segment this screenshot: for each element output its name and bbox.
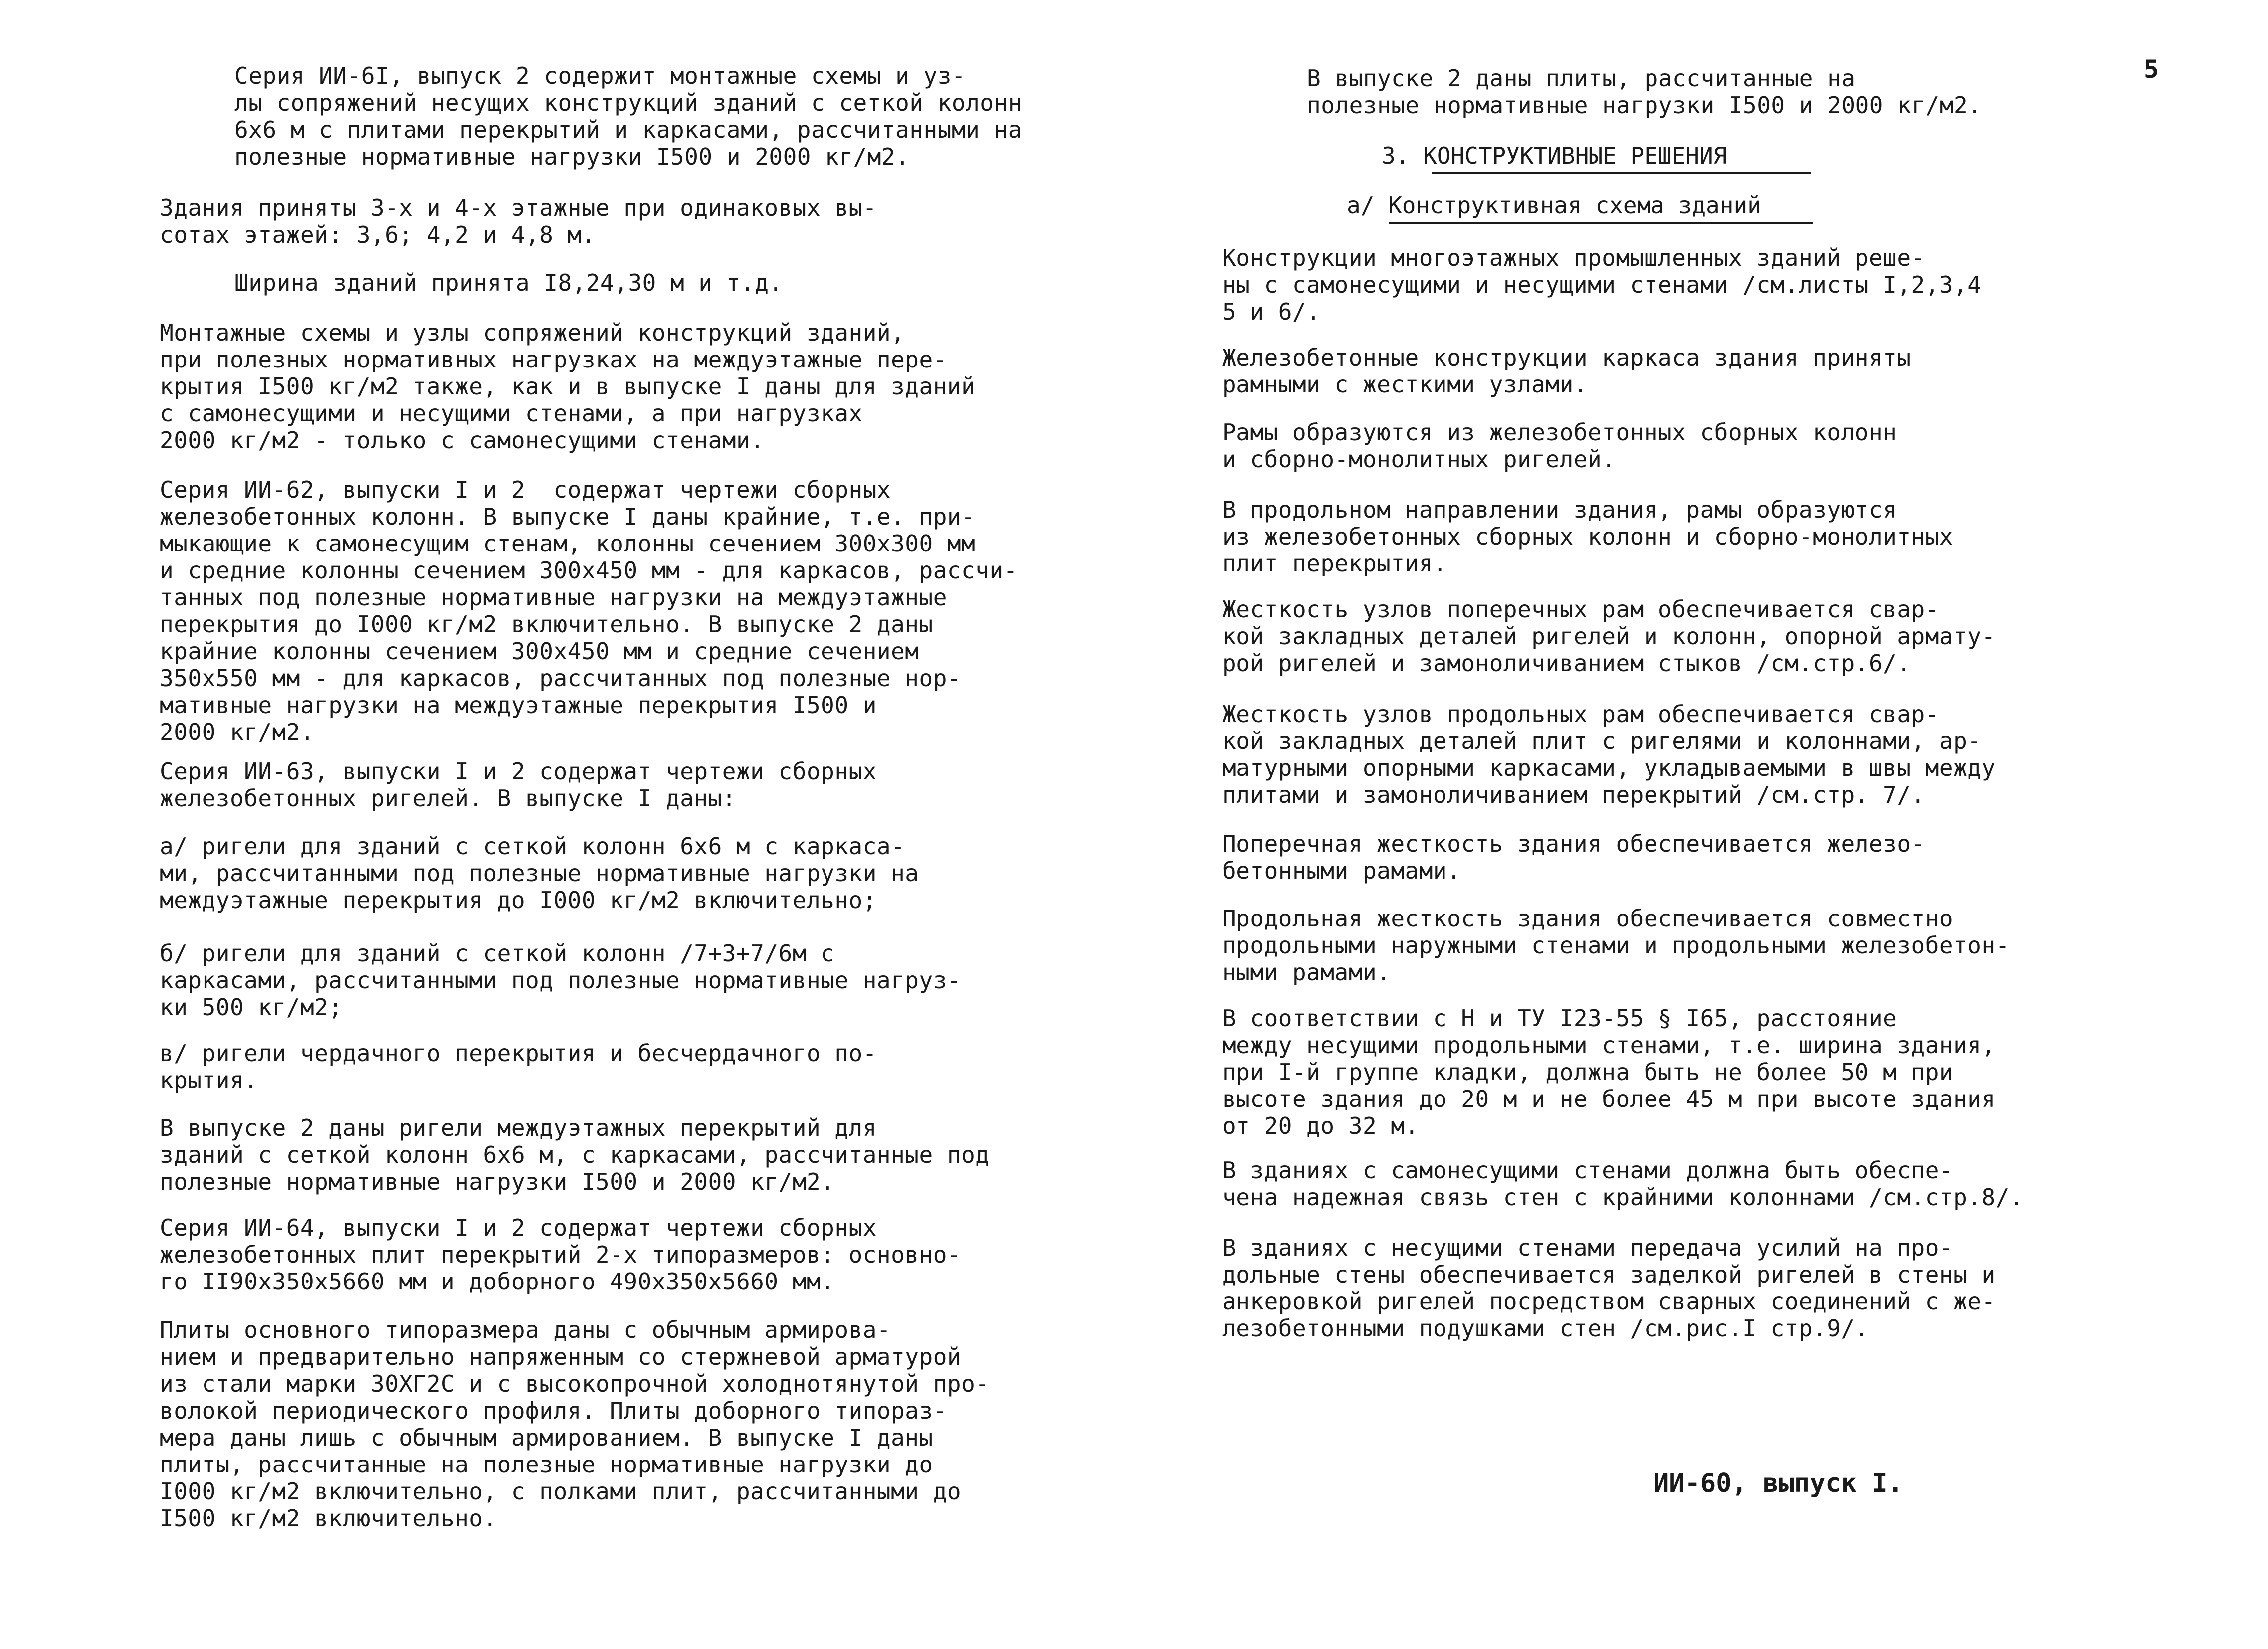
paragraph-longitudinal-stiffness: Продольная жесткость здания обеспечивается совместно продольными наружными стенами и продольными железобетон- ными рамами. — [1222, 905, 2010, 986]
paragraph-series-62: Серия ИИ-62, выпуски I и 2 содержат чертежи сборных железобетонных колонн. В выпуске I даны крайние, т.е. при- мыкающие к самонесущим стенам, колонны сечением 300х300 мм и средние колонны сечением 300х450 мм - для каркасов, рассчи- танных под полезные нормативные нагрузки на междуэтажные перекрытия до I000 кг/м2 включительно. В выпуске 2 даны крайние колонны сечением 300х450 мм и средние сечением 350х550 мм - для каркасов, рассчитанных под полезные нор- мативные нагрузки на междуэтажные перекрытия I500 и 2000 кг/м2. — [160, 476, 1018, 745]
paragraph-series-63: Серия ИИ-63, выпуски I и 2 содержат чертежи сборных железобетонных ригелей. В выпуске I даны: — [160, 758, 877, 812]
paragraph-longitudinal-direction: В продольном направлении здания, рамы образуются из железобетонных сборных колонн и сборно-монолитных плит перекрытия. — [1222, 496, 1954, 577]
section-heading-underline — [1432, 172, 1811, 174]
subsection-heading: а/ Конструктивная схема зданий — [1347, 192, 1761, 219]
paragraph-item-v: в/ ригели чердачного перекрытия и бесчердачного по- крытия. — [160, 1040, 877, 1094]
paragraph-bearing-walls: В зданиях с несущими стенами передача усилий на про- дольные стены обеспечивается заделкой ригелей в стены и анкеровкой ригелей посредством сварных соединений с же- лезобетонными подушками стен /см.рис.I стр.9/. — [1222, 1234, 1996, 1342]
paragraph-norms: В соответствии с Н и ТУ I23-55 § I65, расстояние между несущими продольными стенами, т.е. ширина здания, при I-й группе кладки, должна быть не более 50 м при высоте здания до 20 м и не более 45 м при высоте здания от 20 до 32 м. — [1222, 1005, 1996, 1139]
paragraph-longitudinal-joints: Жесткость узлов продольных рам обеспечивается свар- кой закладных деталей плит с ригелями и колоннами, ар- матурными опорными каркасами, укладываемыми в швы между плитами и замоноличиванием перекрытий /см.стр. 7/. — [1222, 701, 1996, 808]
paragraph-width: Ширина зданий принята I8,24,30 м и т.д. — [234, 269, 783, 296]
paragraph-storeys: Здания приняты 3-х и 4-х этажные при одинаковых вы- сотах этажей: 3,6; 4,2 и 4,8 м. — [160, 194, 877, 248]
paragraph-issue-2-girders: В выпуске 2 даны ригели междуэтажных перекрытий для зданий с сеткой колонн 6х6 м, с каркасами, рассчитанные под полезные нормативные нагрузки I500 и 2000 кг/м2. — [160, 1114, 990, 1195]
paragraph-item-a: а/ ригели для зданий с сеткой колонн 6х6 м с каркаса- ми, рассчитанными под полезные нормативные нагрузки на междуэтажные перекрытия до I000 кг/м2 включительно; — [160, 833, 919, 914]
paragraph-frame: Железобетонные конструкции каркаса здания приняты рамными с жесткими узлами. — [1222, 344, 1911, 398]
paragraph-item-b: б/ ригели для зданий с сеткой колонн /7+3+7/6м с каркасами, рассчитанными под полезные нормативные нагруз- ки 500 кг/м2; — [160, 940, 962, 1021]
paragraph-constructions: Конструкции многоэтажных промышленных зданий реше- ны с самонесущими и несущими стенами /см.листы I,2,3,4 5 и 6/. — [1222, 244, 1982, 325]
paragraph-series-61: Серия ИИ-6I, выпуск 2 содержит монтажные схемы и уз- лы сопряжений несущих конструкций зданий с сеткой колонн 6х6 м с плитами перекрытий и каркасами, рассчитанными на полезные нормативные нагрузки I500 и 2000 кг/м2. — [234, 62, 1022, 170]
paragraph-slabs: Плиты основного типоразмера даны с обычным армирова- нием и предварительно напряженным со стержневой арматурой из стали марки 30ХГ2С и с высокопрочной холоднотянутой про- волокой периодического профиля. Плиты доборного типораз- мера даны лишь с обычным армированием. В выпуске I даны плиты, рассчитанные на полезные нормативные нагрузки до I000 кг/м2 включительно, с полками плит, рассчитанными до I500 кг/м2 включительно. — [160, 1316, 990, 1532]
subsection-heading-underline — [1389, 222, 1813, 224]
paragraph-issue-2-slabs: В выпуске 2 даны плиты, рассчитанные на полезные нормативные нагрузки I500 и 2000 кг/м2. — [1307, 65, 1982, 119]
paragraph-mounting-schemes: Монтажные схемы и узлы сопряжений конструкций зданий, при полезных нормативных нагрузках на междуэтажные пере- крытия I500 кг/м2 также, как и в выпуске I даны для зданий с самонесущими и несущими стенами, а при нагрузках 2000 кг/м2 - только с самонесущими стенами. — [160, 319, 976, 454]
page-number: 5 — [2144, 55, 2159, 84]
footer-series-label: ИИ-60, выпуск I. — [1653, 1468, 1903, 1498]
paragraph-transverse-stiffness: Поперечная жесткость здания обеспечивается железо- бетонными рамами. — [1222, 830, 1925, 884]
paragraph-transverse-joints: Жесткость узлов поперечных рам обеспечивается свар- кой закладных деталей ригелей и колонн, опорной армату- рой ригелей и замоноличиванием стыков /см.стр.6/. — [1222, 596, 1996, 677]
paragraph-self-bearing: В зданиях с самонесущими стенами должна быть обеспе- чена надежная связь стен с крайними колоннами /см.стр.8/. — [1222, 1157, 2024, 1211]
paragraph-frames-formed: Рамы образуются из железобетонных сборных колонн и сборно-монолитных ригелей. — [1222, 419, 1897, 473]
section-heading: 3. КОНСТРУКТИВНЫЕ РЕШЕНИЯ — [1382, 142, 1727, 169]
paragraph-series-64: Серия ИИ-64, выпуски I и 2 содержат чертежи сборных железобетонных плит перекрытий 2-х типоразмеров: основно- го II90х350х5660 мм и доборного 490х350х5660 мм. — [160, 1214, 962, 1295]
